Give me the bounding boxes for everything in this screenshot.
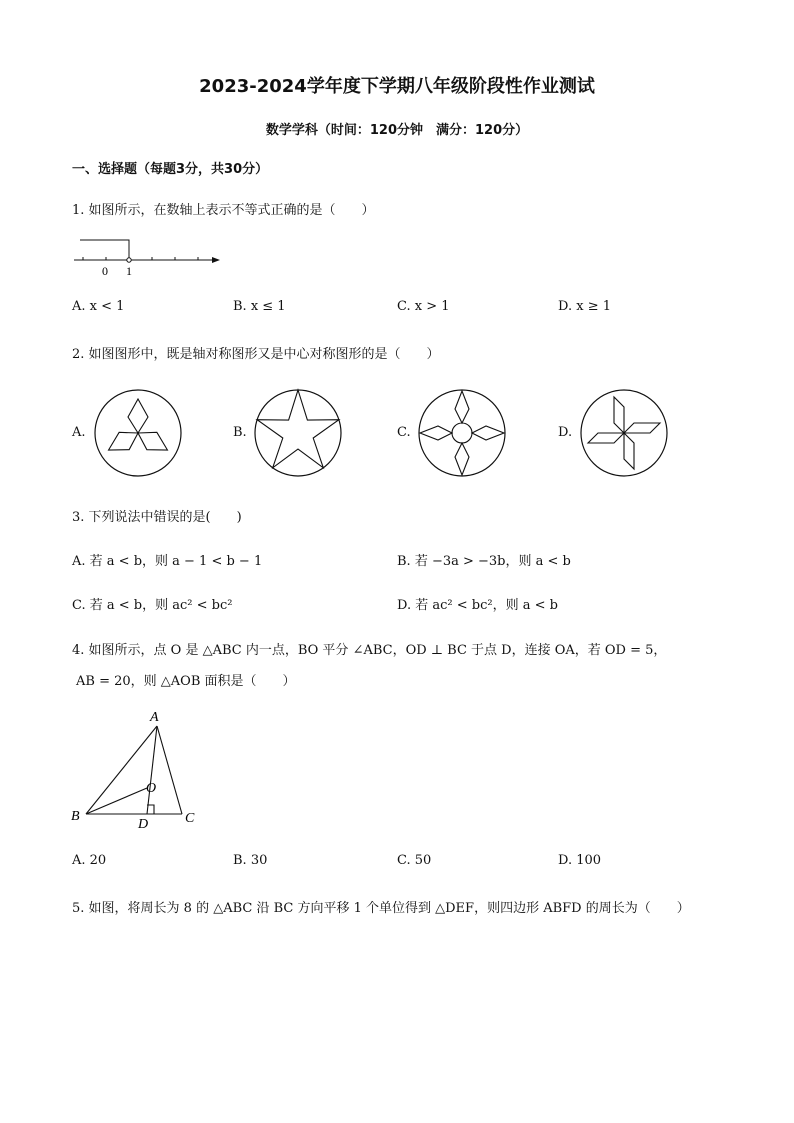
q2-figure-d-pinwheel xyxy=(578,387,670,479)
q2-option-b-label: B. xyxy=(233,425,247,440)
q2-option-d-label: D. xyxy=(558,425,573,440)
q2-figure-a-three-diamonds xyxy=(92,387,184,479)
q3-option-b: B. 若 −3a > −3b，则 a < b xyxy=(397,554,571,569)
label-d: D xyxy=(138,817,149,832)
q2-option-a-label: A. xyxy=(72,425,86,440)
q2-figure-c-four-diamonds xyxy=(416,387,508,479)
q3-option-c: C. 若 a < b，则 ac² < bc² xyxy=(72,598,233,613)
question-3-stem: 3. 下列说法中错误的是( ) xyxy=(72,510,242,525)
section-heading: 一、选择题（每题3分，共30分） xyxy=(72,162,269,177)
q1-option-d: D. x ≥ 1 xyxy=(558,299,611,314)
question-5-stem: 5. 如图，将周长为 8 的 △ABC 沿 BC 方向平移 1 个单位得到 △DEF，则四边形 ABFD 的周长为（ ） xyxy=(72,901,690,916)
q1-option-b: B. x ≤ 1 xyxy=(233,299,286,314)
q2-figure-b-star xyxy=(252,387,344,479)
q2-option-c-label: C. xyxy=(397,425,411,440)
question-4-stem-line-2: AB = 20，则 △AOB 面积是（ ） xyxy=(76,674,296,689)
label-a: A xyxy=(150,710,159,725)
q3-option-a: A. 若 a < b，则 a − 1 < b − 1 xyxy=(72,554,263,569)
label-o: O xyxy=(146,781,157,796)
triangle-abc-figure xyxy=(66,704,206,832)
q4-option-c: C. 50 xyxy=(397,853,432,868)
tick-label-0: 0 xyxy=(102,264,108,278)
question-1-stem: 1. 如图所示，在数轴上表示不等式正确的是（ ） xyxy=(72,203,375,218)
exam-subtitle: 数学学科（时间：120分钟 满分：120分） xyxy=(265,123,529,138)
label-b: B xyxy=(71,809,80,824)
page-title: 2023-2024学年度下学期八年级阶段性作业测试 xyxy=(199,76,595,97)
q4-option-d: D. 100 xyxy=(558,853,602,868)
number-line-figure xyxy=(70,232,230,278)
tick-label-1: 1 xyxy=(126,264,132,278)
q1-option-c: C. x > 1 xyxy=(397,299,450,314)
question-2-stem: 2. 如图图形中，既是轴对称图形又是中心对称图形的是（ ） xyxy=(72,347,440,362)
label-c: C xyxy=(185,811,195,826)
q1-option-a: A. x < 1 xyxy=(72,299,125,314)
q4-option-b: B. 30 xyxy=(233,853,268,868)
q3-option-d: D. 若 ac² < bc²，则 a < b xyxy=(397,598,558,613)
question-4-stem-line-1: 4. 如图所示，点 O 是 △ABC 内一点，BO 平分 ∠ABC，OD ⊥ BC 于点 D，连接 OA，若 OD = 5， xyxy=(72,643,667,658)
q4-option-a: A. 20 xyxy=(72,853,107,868)
